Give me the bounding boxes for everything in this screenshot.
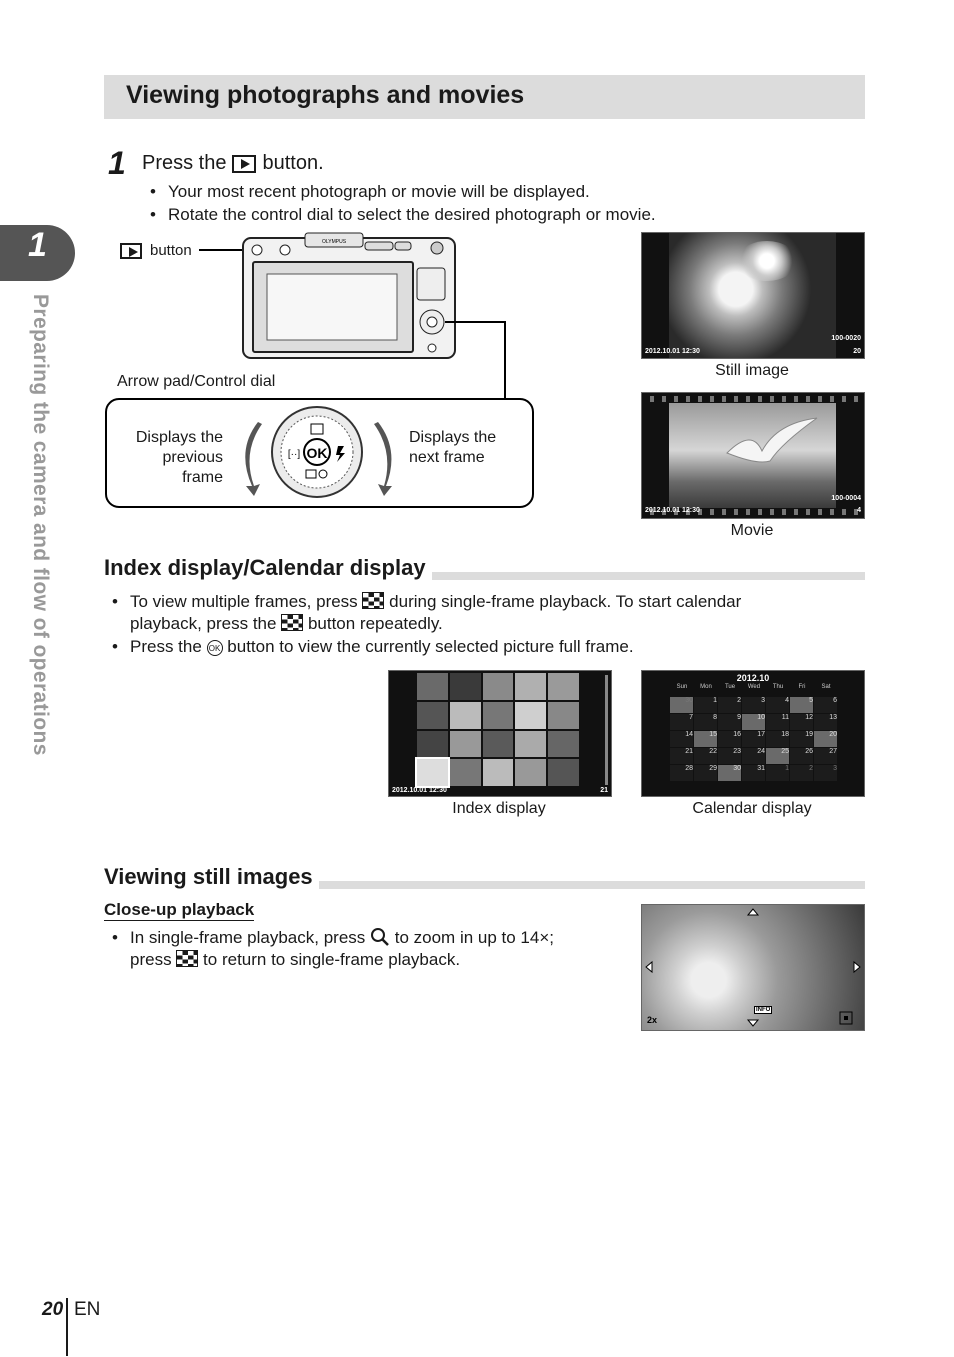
chapter-side-title: Preparing the camera and flow of operations (29, 294, 52, 756)
calendar-day[interactable]: 3 (814, 765, 837, 781)
calendar-weekdays (670, 684, 838, 692)
calendar-weekday: Thu (772, 684, 784, 690)
playback-icon (232, 155, 256, 173)
calendar-day[interactable]: 20 (814, 731, 837, 747)
calendar-day[interactable]: 16 (718, 731, 741, 747)
timer-icon (319, 470, 327, 478)
daisy-highlight (737, 241, 797, 281)
still-image-screen (641, 232, 865, 359)
calendar-weekday: Mon (700, 684, 712, 690)
movie-file: 100-0004 (831, 495, 861, 502)
calendar-weekday: Tue (724, 684, 736, 690)
calendar-day[interactable]: 17 (742, 731, 765, 747)
movie-screen (641, 392, 865, 519)
calendar-day[interactable]: 7 (670, 714, 693, 730)
arrow-left-icon (646, 962, 652, 972)
calendar-month: 2012.10 (736, 673, 770, 683)
calendar-day[interactable]: 21 (670, 748, 693, 764)
page-number: 20 (42, 1299, 64, 1320)
index-grid-icon (176, 950, 198, 967)
exposure-icon (311, 424, 323, 434)
drive-icon (306, 470, 316, 478)
index-grid-icon (362, 592, 384, 609)
section-title: Viewing photographs and movies (126, 81, 525, 109)
language-code: EN (74, 1299, 101, 1320)
movie-date: 2012.10.01 12:30 (645, 507, 700, 514)
calendar-day[interactable]: 27 (814, 748, 837, 764)
calendar-day[interactable]: 22 (694, 748, 717, 764)
calendar-day[interactable]: 4 (766, 697, 789, 713)
rotate-left-arrow-icon (245, 422, 262, 496)
index-calendar-heading: Index display/Calendar display (104, 555, 432, 581)
still-date: 2012.10.01 12:30 (645, 348, 700, 355)
calendar-day[interactable]: 13 (814, 714, 837, 730)
calendar-day[interactable]: 1 (766, 765, 789, 781)
arrow-down-icon (748, 1020, 758, 1026)
calendar-day[interactable]: 9 (718, 714, 741, 730)
calendar-day[interactable]: 6 (814, 697, 837, 713)
calendar-day[interactable]: 5 (790, 697, 813, 713)
calendar-day[interactable]: 2 (718, 697, 741, 713)
arrow-pad-label: Arrow pad/Control dial (117, 373, 276, 390)
control-dial-illustration (230, 400, 405, 502)
playback-icon (120, 243, 142, 259)
thumbnail-grid (417, 673, 579, 786)
index-scrollbar[interactable] (605, 675, 608, 785)
calendar-weekday: Fri (798, 684, 806, 690)
index-grid-icon (281, 614, 303, 631)
camera-brand: OLYMPUS (321, 239, 347, 245)
index-bullet-2: • Press the OK button to view the currently selected picture full frame. (112, 637, 634, 656)
step-text-after: button. (262, 152, 324, 174)
still-count: 20 (853, 348, 861, 355)
still-images-heading: Viewing still images (104, 864, 319, 890)
calendar-weekday: Sun (676, 684, 688, 690)
still-file: 100-0020 (831, 335, 861, 342)
arrow-up-icon (748, 909, 758, 915)
rotate-right-arrow-icon (374, 422, 392, 496)
play-button-callout (120, 242, 192, 259)
step-bullet-2: • Rotate the control dial to select the desired photograph or movie. (150, 205, 656, 224)
calendar-day[interactable]: 28 (670, 765, 693, 781)
close-up-screen (641, 904, 865, 1031)
svg-text:[··]: [··] (287, 449, 301, 460)
step-bullet-1: • Your most recent photograph or movie will be displayed. (150, 182, 590, 201)
index-count: 21 (600, 787, 608, 794)
index-display-screen (388, 670, 612, 797)
calendar-day[interactable]: 11 (766, 714, 789, 730)
close-up-bullet: • In single-frame playback, press to zoom in up to 14×; (112, 928, 554, 947)
calendar-day[interactable]: 23 (718, 748, 741, 764)
info-button-label: INFO (756, 1007, 771, 1013)
calendar-day[interactable]: 18 (766, 731, 789, 747)
close-up-bullet-cont: press to return to single-frame playback. (130, 950, 461, 969)
calendar-day[interactable]: 30 (718, 765, 741, 781)
calendar-day[interactable]: 15 (694, 731, 717, 747)
calendar-day[interactable]: 25 (766, 748, 789, 764)
close-up-overlay (642, 905, 864, 1030)
magnify-icon (370, 927, 390, 947)
calendar-display-screen (641, 670, 865, 797)
calendar-weekday: Wed (747, 684, 761, 690)
next-frame-label: Displays the next frame (409, 429, 497, 466)
calendar-day[interactable]: 12 (790, 714, 813, 730)
chapter-number: 1 (28, 226, 47, 264)
film-strip-top (642, 396, 864, 402)
movie-caption: Movie (730, 522, 774, 539)
calendar-day[interactable]: 30 (670, 697, 693, 713)
seagull-icon (722, 413, 822, 493)
calendar-day[interactable]: 31 (742, 765, 765, 781)
close-up-subheading: Close-up playback (104, 900, 255, 919)
step-instruction (142, 152, 324, 175)
index-display-caption: Index display (452, 800, 546, 817)
section-title-bar (104, 75, 865, 119)
footer-divider (66, 1298, 68, 1356)
calendar-day[interactable]: 29 (694, 765, 717, 781)
dial-ok-label: OK (306, 445, 328, 461)
index-date: 2012.10.01 12:30 (392, 787, 447, 794)
arrow-right-icon (854, 962, 860, 972)
calendar-day[interactable]: 10 (742, 714, 765, 730)
calendar-day[interactable]: 26 (790, 748, 813, 764)
previous-frame-label: Displays the previous frame (135, 429, 223, 486)
index-bullet-1-cont: playback, press the button repeatedly. (130, 614, 443, 633)
calendar-day[interactable]: 24 (742, 748, 765, 764)
calendar-day[interactable]: 14 (670, 731, 693, 747)
calendar-day[interactable]: 2 (790, 765, 813, 781)
calendar-weekday: Sat (821, 684, 831, 690)
calendar-day[interactable]: 8 (694, 714, 717, 730)
zoom-level: 2x (647, 1015, 658, 1025)
index-bullet-1: • To view multiple frames, press during single-frame playback. To start calendar (112, 592, 742, 611)
still-image-caption: Still image (715, 362, 789, 379)
calendar-days (670, 693, 838, 793)
movie-count: 4 (857, 507, 861, 514)
step-number: 1 (108, 145, 126, 181)
calendar-day[interactable]: 19 (790, 731, 813, 747)
calendar-day[interactable]: 1 (694, 697, 717, 713)
step-text-before: Press the (142, 152, 227, 174)
ok-button-icon: OK (207, 640, 223, 656)
play-button-label: button (150, 242, 192, 259)
calendar-day[interactable]: 3 (742, 697, 765, 713)
calendar-display-caption: Calendar display (692, 800, 812, 817)
